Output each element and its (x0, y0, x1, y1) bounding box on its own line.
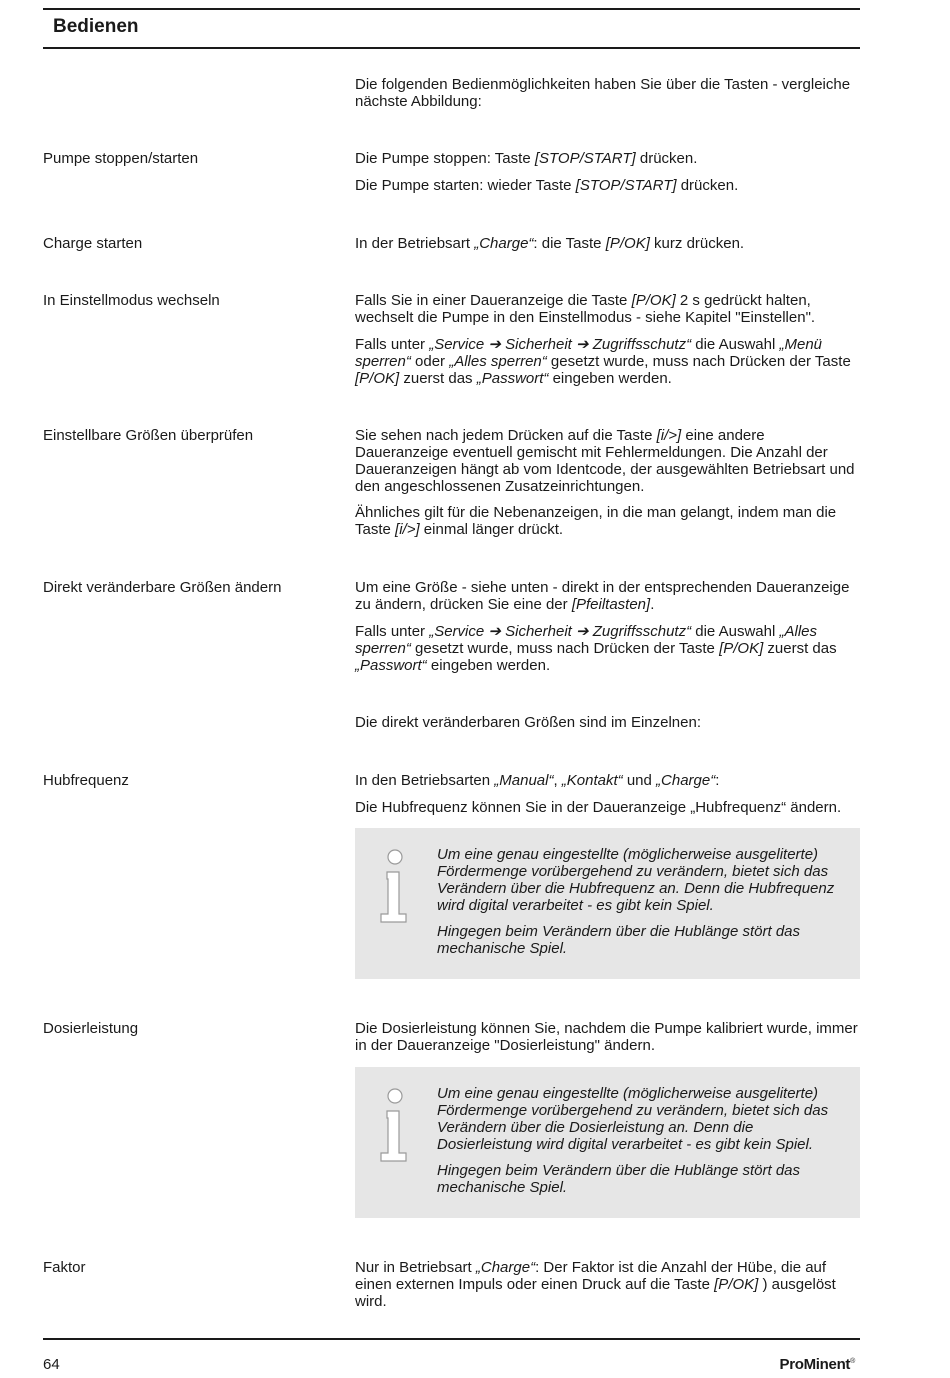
aendern-text-3: Die direkt veränderbaren Größen sind im Einzelnen: (355, 714, 702, 731)
section-label-pumpe: Pumpe stoppen/starten (43, 150, 199, 167)
section-label-hubfrequenz: Hubfrequenz (43, 772, 129, 789)
aendern-text-1: Um eine Größe - siehe unten - direkt in der entsprechenden Daueranzeige zu ändern, drücken Sie eine der [Pfeiltasten]. (355, 579, 850, 613)
einstellmodus-text-2: Falls unter „Service ➔ Sicherheit ➔ Zugriffsschutz“ die Auswahl „Menü sperren“ oder „Alles sperren“ gesetzt wurde, muss nach Drücken der Taste [P/OK] zuerst das „Passwort“ eingeben werden. (355, 336, 851, 387)
pruefen-text-1: Sie sehen nach jedem Drücken auf die Taste [i/>] eine andere Daueranzeige eventuell gemischt mit Fehlermeldungen. Die Anzahl der Daueranzeigen hängt ab vom Identcode, der ausgewählten Betriebsart und den angeschlossenen Zusatzeinrichtungen. (355, 427, 855, 495)
section-label-charge: Charge starten (43, 235, 143, 252)
page-number: 64 (43, 1356, 60, 1373)
info-icon (377, 848, 413, 928)
section-label-aendern: Direkt veränderbare Größen ändern (43, 579, 282, 596)
section-label-faktor: Faktor (43, 1259, 86, 1276)
info-note-hubfrequenz (355, 828, 860, 979)
section-label-pruefen: Einstellbare Größen überprüfen (43, 427, 254, 444)
info-note-hubfrequenz-text-2: Hingegen beim Verändern über die Hublänge stört das mechanische Spiel. (437, 923, 801, 957)
brand-name: ProMinent (779, 1356, 851, 1373)
hubfrequenz-text-1: In den Betriebsarten „Manual“, „Kontakt“ und „Charge“: (355, 772, 720, 789)
page-title: Bedienen (53, 16, 139, 37)
aendern-text-2: Falls unter „Service ➔ Sicherheit ➔ Zugriffsschutz“ die Auswahl „Alles sperren“ gesetzt wurde, muss nach Drücken der Taste [P/OK] zuerst das „Passwort“ eingeben werden. (355, 623, 837, 674)
registered-mark: ® (850, 1358, 855, 1365)
pumpe-stop-text: Die Pumpe stoppen: Taste [STOP/START] drücken. (355, 150, 698, 167)
pumpe-start-text: Die Pumpe starten: wieder Taste [STOP/START] drücken. (355, 177, 739, 194)
section-label-dosierleistung: Dosierleistung (43, 1020, 139, 1037)
hubfrequenz-text-2: Die Hubfrequenz können Sie in der Daueranzeige „Hubfrequenz“ ändern. (355, 799, 842, 816)
intro-text: Die folgenden Bedienmöglichkeiten haben Sie über die Tasten - vergleiche nächste Abbildung: (355, 76, 851, 110)
footer-rule (43, 1338, 860, 1340)
faktor-text: Nur in Betriebsart „Charge“: Der Faktor ist die Anzahl der Hübe, die auf einen externen Impuls oder einen Druck auf die Taste [P/OK] ) ausgelöst wird. (355, 1259, 836, 1310)
info-note-hubfrequenz-text-1: Um eine genau eingestellte (möglicherweise ausgeliterte) Fördermenge vorübergehend zu verändern, bietet sich das Verändern über die Hubfrequenz an. Denn die Hubfrequenz wird digital verarbeitet - es gibt kein Spiel. (437, 846, 835, 914)
einstellmodus-text-1: Falls Sie in einer Daueranzeige die Taste [P/OK] 2 s gedrückt halten, wechselt die Pumpe in den Einstellmodus - siehe Kapitel "Einstellen". (355, 292, 816, 326)
header-rule-top (43, 8, 860, 10)
brand-logo (780, 1356, 856, 1373)
header-rule-bottom (43, 47, 860, 49)
info-note-dosierleistung (355, 1067, 860, 1218)
info-icon (377, 1087, 413, 1167)
dosierleistung-text: Die Dosierleistung können Sie, nachdem die Pumpe kalibriert wurde, immer in der Daueranzeige "Dosierleistung" ändern. (355, 1020, 858, 1054)
info-note-dosierleistung-text-1: Um eine genau eingestellte (möglicherweise ausgeliterte) Fördermenge vorübergehend zu verändern, bietet sich das Verändern über die Dosierleistung an. Denn die Dosierleistung wird digital verarbeitet - es gibt kein Spiel. (437, 1085, 829, 1153)
section-label-einstellmodus: In Einstellmodus wechseln (43, 292, 220, 309)
charge-text: In der Betriebsart „Charge“: die Taste [P/OK] kurz drücken. (355, 235, 745, 252)
pruefen-text-2: Ähnliches gilt für die Nebenanzeigen, in die man gelangt, indem man die Taste [i/>] einmal länger drückt. (355, 504, 837, 538)
info-note-dosierleistung-text-2: Hingegen beim Verändern über die Hublänge stört das mechanische Spiel. (437, 1162, 801, 1196)
